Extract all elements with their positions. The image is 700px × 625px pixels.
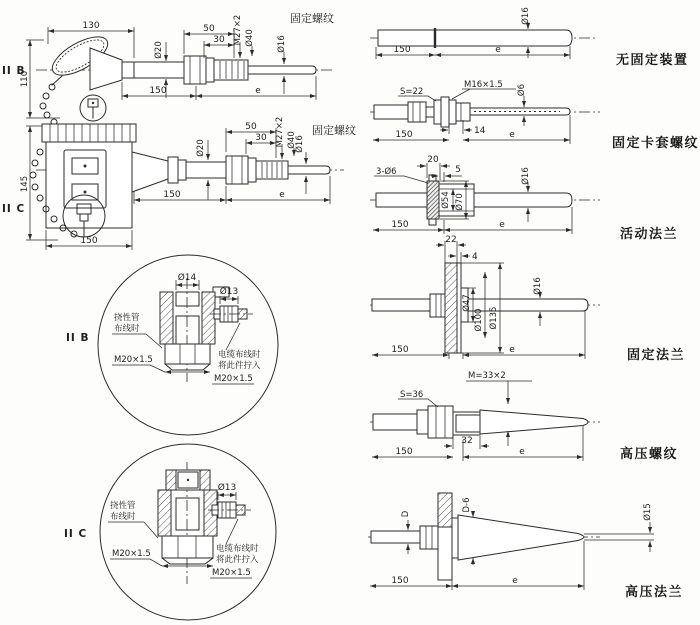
dim-plug-dia: Ø13 [219, 287, 239, 297]
dim-hub-dia: D [401, 510, 411, 518]
dim-tube-dia: Ø20 [196, 139, 206, 157]
dim-base-width: 150 [80, 236, 98, 246]
dim-fit-len: 50 [245, 122, 257, 132]
dim-boss-len: 5 [455, 165, 461, 175]
dim-probe-dia: Ø6 [517, 83, 527, 97]
dim-insert-len: e [512, 576, 518, 586]
dim-flange-thk: 20 [427, 155, 439, 165]
config-label: 无固定装置 [616, 53, 689, 68]
dim-bolt-circle: Ø100 [474, 308, 484, 332]
hex-nut [226, 156, 248, 184]
thread-flex: M20×1.5 [114, 355, 153, 365]
dim-neck-len: 150 [391, 576, 409, 586]
probe [248, 66, 316, 74]
config-label: 活动法兰 [620, 227, 679, 242]
bolt-holes: 3-Ø6 [376, 167, 397, 177]
dim-neck-len: 150 [395, 130, 413, 140]
tapered-probe [480, 410, 588, 434]
protect-tube [186, 162, 226, 178]
protect-tube [122, 62, 184, 78]
dim-fit-len: 50 [203, 24, 215, 34]
note-fixed-thread: 固定螺纹 [290, 12, 334, 25]
note-cable-line2: 将此件拧入 [216, 555, 259, 565]
thread-flex: M20×1.5 [112, 549, 151, 559]
assembly-iib-id: II B [2, 65, 26, 77]
note-flex-line1: 挠性管 [114, 313, 140, 323]
dim-flange-thk: 22 [445, 235, 457, 245]
note-cable-line1: 电缆布线时 [216, 544, 259, 554]
flange-hub [452, 518, 458, 558]
dim-probe-dia: Ø16 [295, 135, 305, 153]
dim-flange-dia: Ø70 [455, 193, 465, 211]
detail-iic-id: II C [64, 528, 88, 540]
note-fixed-thread: 固定螺纹 [312, 124, 356, 137]
dim-collar-dia: Ø40 [287, 131, 297, 149]
dim-tip-dia: Ø15 [643, 503, 653, 521]
dim-hub-dia: Ø47 [462, 294, 472, 312]
assembly-iic-head [30, 124, 186, 237]
config-label: 固定法兰 [627, 348, 686, 363]
dim-tube-dia: Ø20 [154, 41, 164, 59]
dim-boss-dia: Ø54 [441, 191, 451, 209]
note-flex-line1: 挠性管 [110, 501, 136, 511]
detail-circle-iic [64, 444, 276, 620]
dim-insert-len: e [509, 130, 515, 140]
dim-insert-len: e [495, 45, 501, 55]
flange-plate [427, 181, 439, 219]
dim-thread-len: 30 [255, 133, 267, 143]
dim-collar-dia: Ø40 [245, 29, 255, 47]
dim-insert-len: e [255, 86, 261, 96]
dim-neck-len: 150 [391, 345, 409, 355]
assembly-iic-drawing [2, 117, 356, 250]
config-fixed-flange [370, 235, 685, 363]
note-flex-line2: 布线时 [114, 324, 140, 334]
config-label: 固定卡套螺纹 [612, 136, 700, 151]
dim-insert-len: e [509, 345, 515, 355]
dim-height: 145 [20, 175, 30, 193]
dim-insert-len: e [279, 190, 285, 200]
dim-probe-dia: Ø16 [521, 7, 531, 25]
dim-probe-dia: Ø16 [277, 35, 287, 53]
thread-spec: M16×1.5 [464, 80, 503, 90]
thread-cable: M20×1.5 [212, 568, 251, 578]
assembly-iic-id: II C [2, 203, 26, 215]
dim-width: 130 [82, 21, 100, 31]
dim-gasket: 4 [472, 252, 478, 262]
probe [288, 166, 330, 174]
thread-spec: M27×2 [233, 14, 243, 46]
dim-insert-len: e [499, 220, 505, 230]
note-cable-line2: 将此件拧入 [218, 361, 261, 371]
dim-thread-len: 32 [461, 436, 473, 446]
config-hp-flange [368, 493, 683, 600]
wrench-size: S=36 [400, 390, 424, 400]
hex-nut [184, 56, 206, 84]
config-label: 高压螺纹 [620, 447, 679, 462]
wrench-size: S=22 [400, 87, 424, 97]
dim-neck-len: 150 [149, 86, 167, 96]
detail-circle-iib [66, 255, 278, 435]
config-hp-thread [370, 371, 678, 462]
thread-spec: M=33×2 [468, 371, 506, 381]
assembly-iib-head [40, 29, 122, 132]
dim-flange-dia: Ø135 [489, 306, 499, 330]
dim-offset: 14 [474, 126, 486, 136]
dim-neck-len: 150 [395, 447, 413, 457]
dim-root-dia: D-6 [462, 497, 472, 513]
cable-plug [210, 306, 253, 322]
dim-height: 110 [20, 70, 30, 88]
assembly-iib-drawing [2, 11, 334, 132]
config-label: 高压法兰 [625, 585, 684, 600]
dim-probe-dia: Ø16 [533, 277, 543, 295]
dim-neck-len: 150 [393, 45, 411, 55]
probe [468, 299, 588, 311]
dim-probe-dia: Ø16 [521, 167, 531, 185]
dim-thread-len: 30 [213, 35, 225, 45]
dim-plug-dia: Ø13 [217, 483, 237, 493]
thread-section [214, 60, 248, 80]
dim-neck-len: 150 [391, 220, 409, 230]
probe [378, 30, 572, 46]
config-no-fixture [370, 7, 689, 68]
config-movable-flange [370, 155, 678, 242]
thread-spec: M27×2 [275, 116, 285, 148]
dim-insert-len: e [519, 447, 525, 457]
dim-entry-dia: Ø14 [177, 273, 197, 283]
thread-cable: M20×1.5 [214, 374, 253, 384]
note-cable-line1: 电缆布线时 [218, 350, 261, 360]
config-ferrule-thread [370, 80, 699, 151]
flange-plate [445, 263, 457, 353]
note-flex-line2: 布线时 [110, 512, 136, 522]
dim-neck-len: 150 [163, 190, 181, 200]
detail-iib-id: II B [66, 332, 90, 344]
tapered-probe [458, 515, 584, 560]
